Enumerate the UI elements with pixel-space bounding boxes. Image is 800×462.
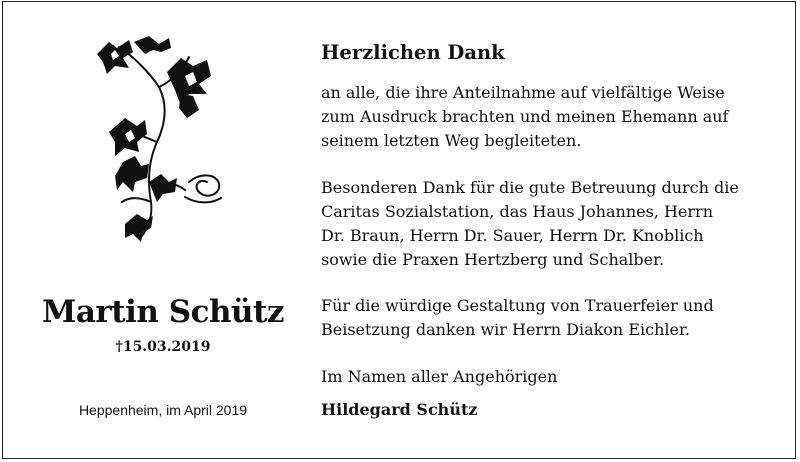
text-line: sowie die Praxen Hertzberg und Schalber. [321,250,665,269]
deceased-name: Martin Schütz [42,294,284,330]
text-line: seinem letzten Weg begleiteten. [321,131,582,150]
text-line: Caritas Sozialstation, das Haus Johannes, Herrn [321,202,713,221]
paragraph-ceremony [321,294,714,342]
text-line: an alle, die ihre Anteilnahme auf vielfältige Weise [321,83,725,102]
paragraph-special-thanks [321,176,739,272]
text-line: Für die würdige Gestaltung von Trauerfeier und [321,296,714,315]
paragraph-thanks [321,81,728,153]
text-line: zum Ausdruck brachten und meinen Ehemann auf [321,107,729,126]
notice-frame [2,1,796,459]
text-line: Im Namen aller Angehörigen [321,367,558,386]
ivy-vine-icon [89,32,239,247]
death-date: †15.03.2019 [115,339,211,355]
text-line: Dr. Braun, Herrn Dr. Sauer, Herrn Dr. Knoblich [321,226,704,245]
signature: Hildegard Schütz [321,400,478,419]
heading: Herzlichen Dank [321,41,505,64]
text-line: Beisetzung danken wir Herrn Diakon Eichler. [321,320,690,339]
place-date: Heppenheim, im April 2019 [78,402,248,418]
paragraph-family [321,365,557,389]
text-line: Besonderen Dank für die gute Betreuung durch die [321,178,739,197]
